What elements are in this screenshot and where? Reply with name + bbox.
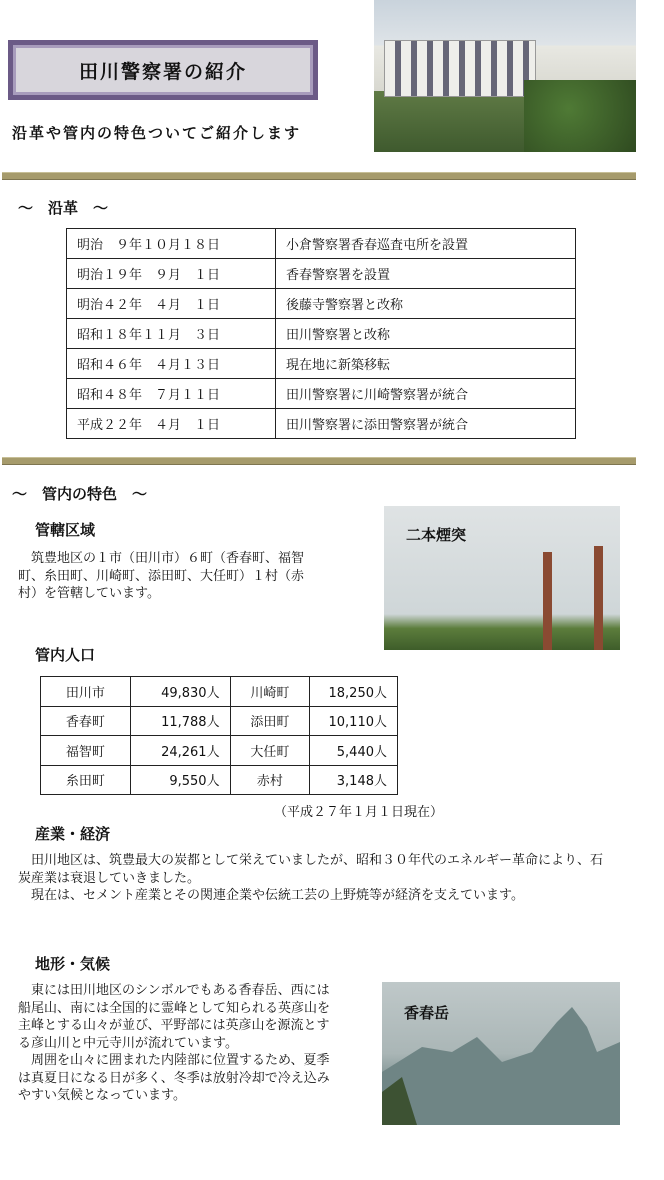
population-note: （平成２７年１月１日現在） (274, 805, 444, 820)
history-event: 現在地に新築移転 (276, 349, 576, 379)
chimney-photo (384, 506, 620, 650)
population-row (41, 677, 398, 707)
industry-text (18, 852, 606, 905)
population-value: 5,440人 (310, 736, 398, 766)
terrain-heading: 地形・気候 (35, 955, 111, 973)
terrain-paragraph: 東には田川地区のシンボルでもある香春岳、西には船尾山、南には全国的に霊峰として知られる英彦山を主峰とする山々が並び、平野部には英彦山を源流とする彦山川と中元寺川が流れています。 (18, 983, 331, 1051)
terrain-paragraph: 周囲を山々に囲まれた内陸部に位置するため、夏季は真夏日になる日が多く、冬季は放射冷却で冷え込みやすい気候となっています。 (18, 1053, 330, 1103)
history-date: 昭和４６年 ４月１３日 (67, 349, 276, 379)
section-divider (2, 172, 636, 180)
municipality-name: 福智町 (41, 736, 131, 766)
history-row (67, 349, 576, 379)
history-heading: ～ 沿革 ～ (18, 199, 109, 217)
history-row (67, 409, 576, 439)
police-station-photo (374, 0, 636, 152)
history-date: 明治４２年 ４月 １日 (67, 289, 276, 319)
history-date: 平成２２年 ４月 １日 (67, 409, 276, 439)
mount-kawara-photo (382, 982, 620, 1125)
population-value: 3,148人 (310, 765, 398, 795)
municipality-name: 香春町 (41, 706, 131, 736)
history-date: 昭和１８年１１月 ３日 (67, 319, 276, 349)
history-event: 田川警察署に川崎警察署が統合 (276, 379, 576, 409)
terrain-text (18, 982, 340, 1105)
municipality-name: 大任町 (230, 736, 310, 766)
history-event: 田川警察署と改称 (276, 319, 576, 349)
municipality-name: 川崎町 (230, 677, 310, 707)
section-divider (2, 457, 636, 465)
industry-paragraph: 現在は、セメント産業とその関連企業や伝統工芸の上野焼等が経済を支えています。 (18, 888, 524, 903)
history-date: 明治１９年 ９月 １日 (67, 259, 276, 289)
features-heading: ～ 管内の特色 ～ (12, 485, 148, 503)
history-event: 香春警察署を設置 (276, 259, 576, 289)
history-row (67, 229, 576, 259)
municipality-name: 糸田町 (41, 765, 131, 795)
mountain-icon (382, 982, 620, 1125)
history-event: 小倉警察署香春巡査屯所を設置 (276, 229, 576, 259)
industry-paragraph: 田川地区は、筑豊最大の炭都として栄えていましたが、昭和３０年代のエネルギー革命により、石炭産業は衰退していきました。 (18, 853, 604, 886)
municipality-name: 田川市 (41, 677, 131, 707)
municipality-name: 添田町 (230, 706, 310, 736)
population-value: 10,110人 (310, 706, 398, 736)
population-value: 24,261人 (130, 736, 230, 766)
population-value: 49,830人 (130, 677, 230, 707)
population-row (41, 765, 398, 795)
population-table (40, 676, 398, 795)
mount-kawara-photo-caption: 香春岳 (404, 1004, 450, 1022)
page-subtitle: 沿革や管内の特色ついてご紹介します (12, 124, 302, 142)
chimney-photo-caption: 二本煙突 (406, 526, 467, 544)
page-title: 田川警察署の紹介 (13, 45, 313, 95)
history-event: 後藤寺警察署と改称 (276, 289, 576, 319)
chimney-icon (594, 546, 603, 650)
chimney-icon (543, 552, 552, 650)
page-title-banner (8, 40, 318, 100)
history-date: 昭和４８年 ７月１１日 (67, 379, 276, 409)
history-date: 明治 ９年１０月１８日 (67, 229, 276, 259)
population-value: 11,788人 (130, 706, 230, 736)
history-row (67, 319, 576, 349)
history-row (67, 289, 576, 319)
population-heading: 管内人口 (35, 646, 96, 664)
history-row (67, 379, 576, 409)
population-value: 9,550人 (130, 765, 230, 795)
municipality-name: 赤村 (230, 765, 310, 795)
history-event: 田川警察署に添田警察署が統合 (276, 409, 576, 439)
population-row (41, 706, 398, 736)
industry-heading: 産業・経済 (35, 825, 111, 843)
jurisdiction-heading: 管轄区域 (35, 521, 96, 539)
history-table (66, 228, 576, 439)
population-row (41, 736, 398, 766)
jurisdiction-text: 筑豊地区の１市（田川市）６町（香春町、福智町、糸田町、川崎町、添田町、大任町）１村（赤村）を管轄しています。 (18, 551, 305, 601)
population-value: 18,250人 (310, 677, 398, 707)
history-row (67, 259, 576, 289)
